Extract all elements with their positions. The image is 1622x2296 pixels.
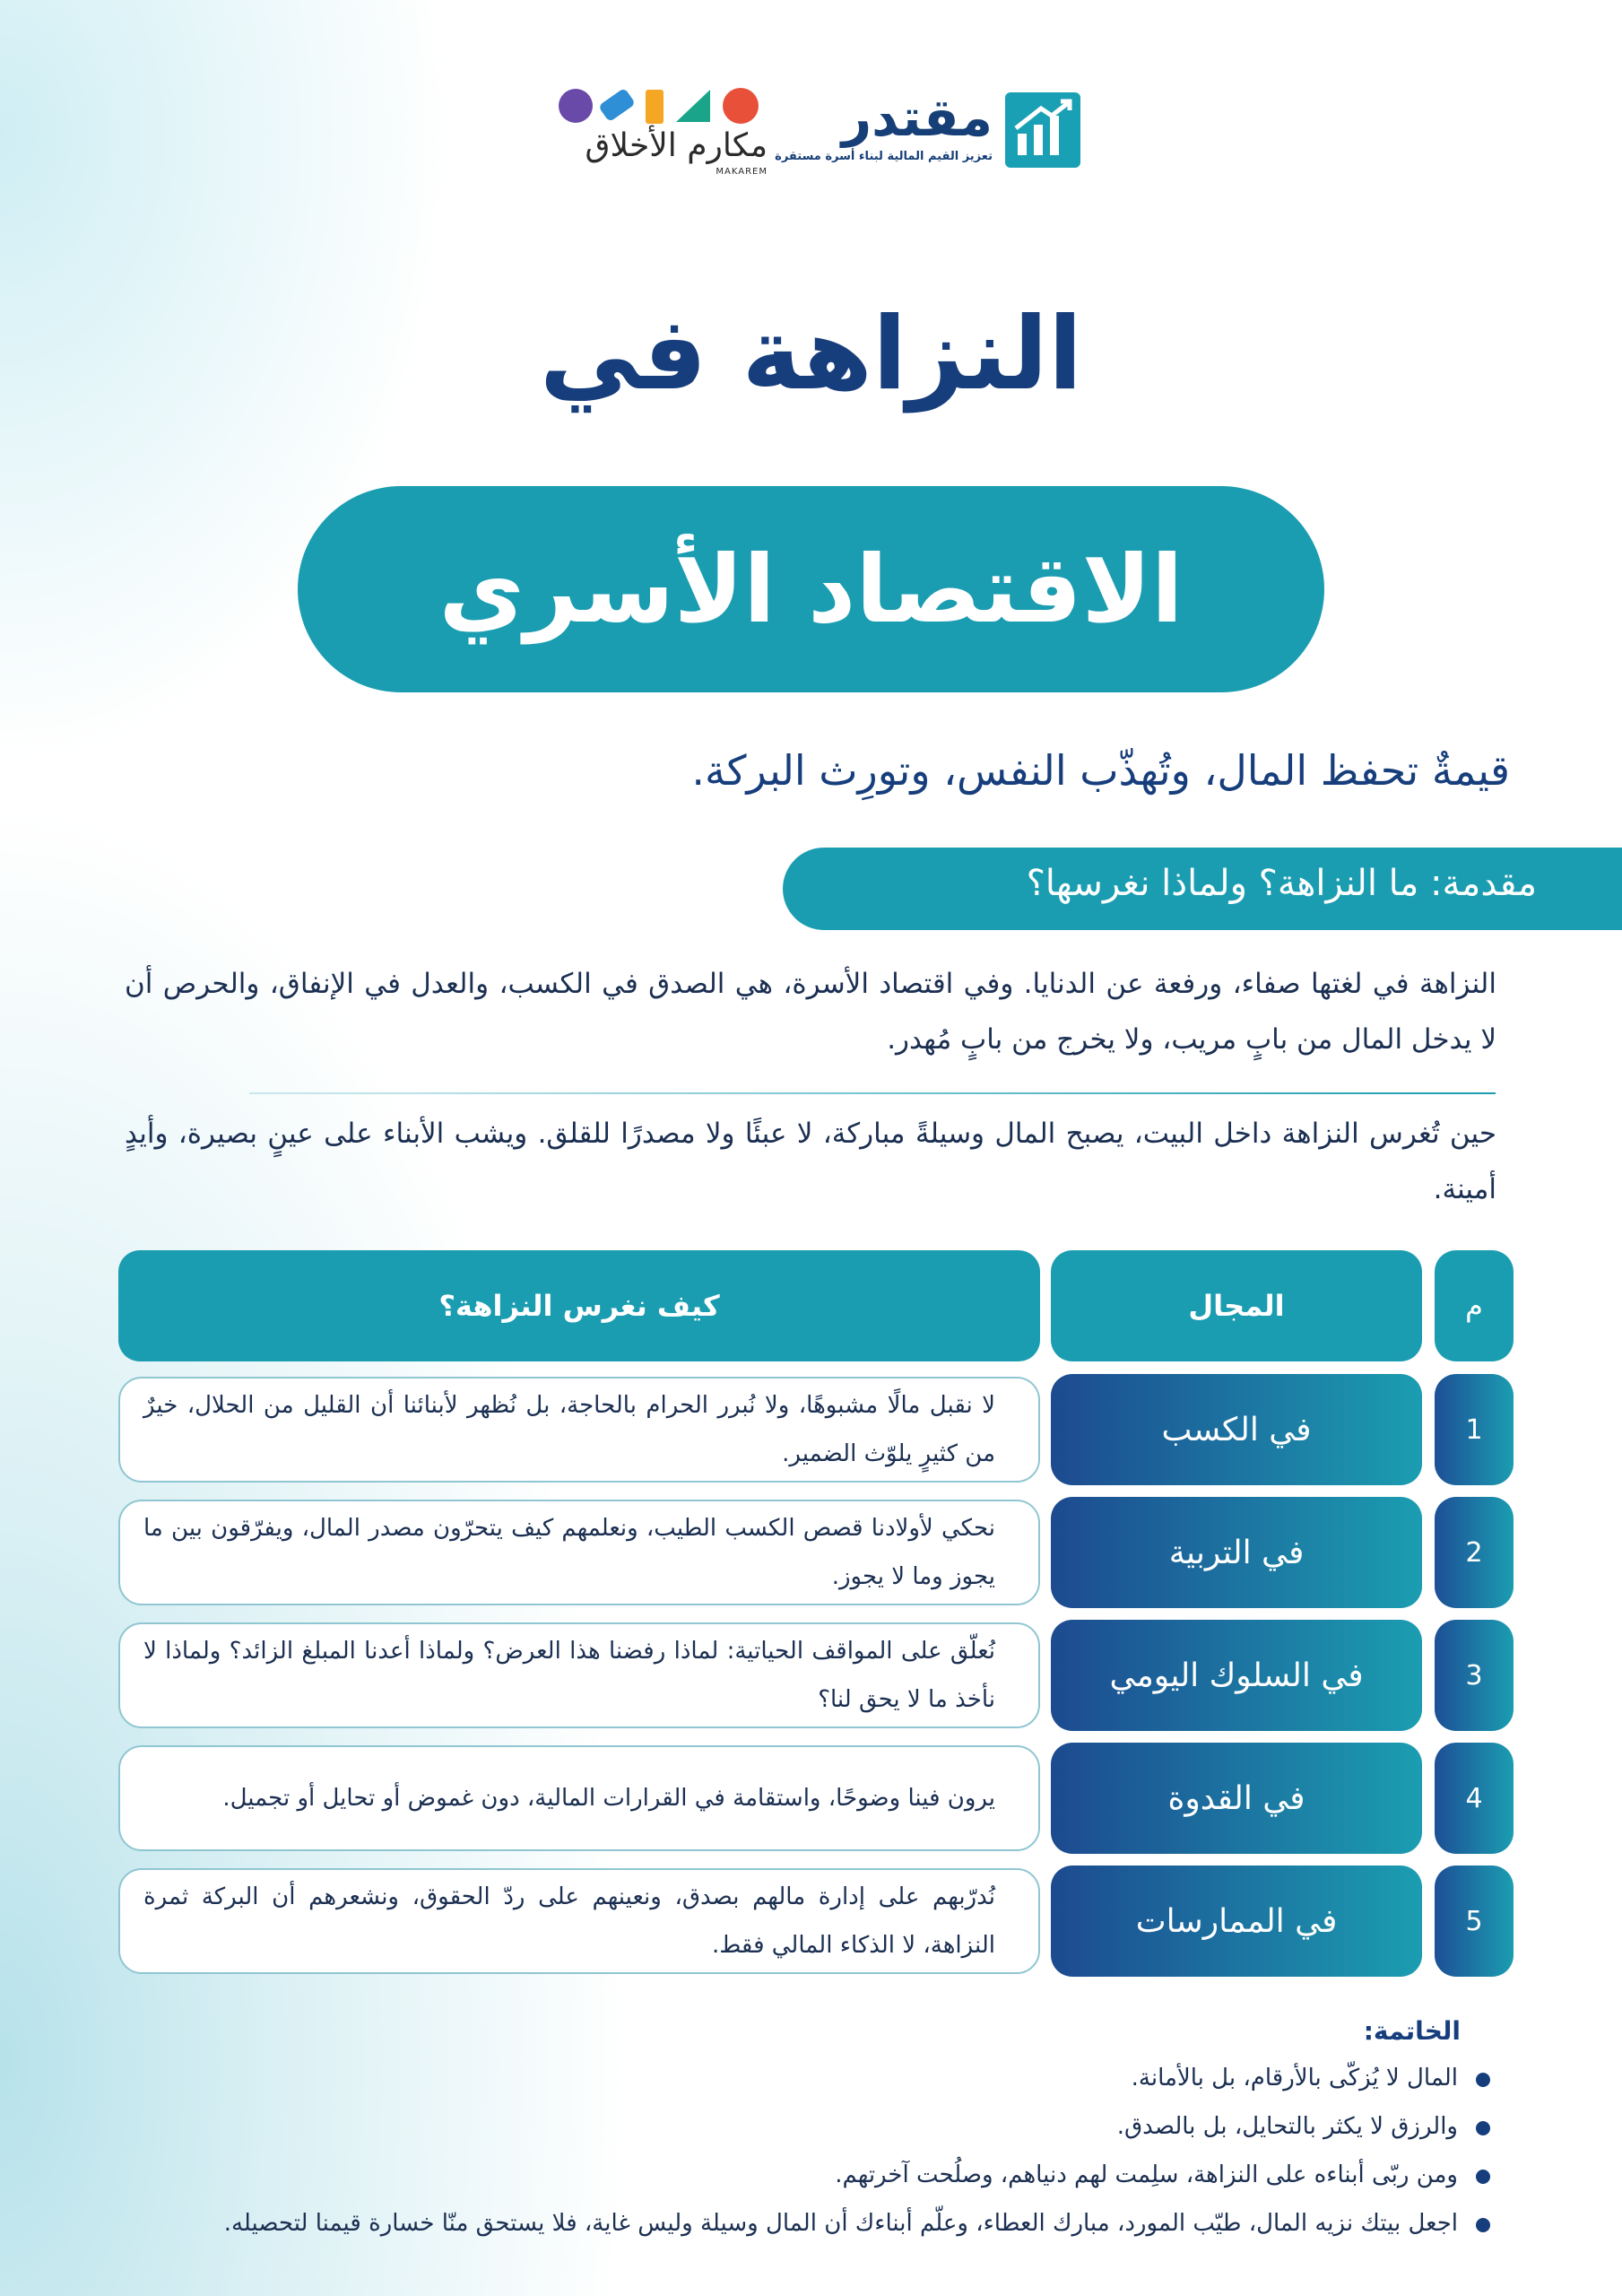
row-field: في السلوك اليومي: [1051, 1620, 1422, 1731]
row-how-box: [118, 1745, 1040, 1851]
subtitle: قيمةٌ تحفظ المال، وتُهذّب النفس، وتورِث البركة.: [691, 746, 1510, 795]
intro-heading: مقدمة: ما النزاهة؟ ولماذا نغرسها؟: [1026, 863, 1537, 904]
page-title-line1: النزاهة في: [539, 296, 1083, 413]
conclusion-list: [111, 2054, 1492, 2248]
conclusion-item: اجعل بيتك نزيه المال، طيّب المورد، مبارك العطاء، وعلّم أبناءك أن المال وسيلة وليس غاية، فلا يستحق منّا خسارة قيمنا لتحصيله.: [111, 2199, 1492, 2248]
title-banner: [298, 486, 1324, 692]
table-row: [0, 1866, 1622, 1977]
row-field: في القدوة: [1051, 1743, 1422, 1854]
table-row: [0, 1374, 1622, 1485]
table-header-field: المجال: [1051, 1250, 1422, 1361]
table-header-how: كيف نغرس النزاهة؟: [118, 1250, 1040, 1361]
table-row: [0, 1620, 1622, 1731]
table-row: [0, 1743, 1622, 1854]
page-title-line2: الاقتصاد الأسري: [438, 535, 1184, 644]
muqtadir-logo: [775, 85, 1080, 175]
makarem-logo-text: مكارم الأخلاق: [585, 127, 768, 164]
intro-paragraph-2: حين تُغرس النزاهة داخل البيت، يصبح المال وسيلةً مباركة، لا عبئًا ولا مصدرًا للقلق. ويشب الأبناء على عينٍ بصيرة، وأيدٍ أمينة.: [125, 1118, 1496, 1205]
row-field: في الممارسات: [1051, 1866, 1422, 1977]
row-number: 4: [1435, 1743, 1514, 1854]
row-how-box: [118, 1500, 1040, 1605]
row-how-text: نُعلّق على المواقف الحياتية: لماذا رفضنا هذا العرض؟ ولماذا أعدنا المبلغ الزائد؟ ولماذا لا نأخذ ما لا يحق لنا؟: [143, 1638, 995, 1713]
makarem-logo: [549, 81, 773, 179]
conclusion-item: ومن ربّى أبناءه على النزاهة، سلِمت لهم دنياهم، وصلُحت آخرتهم.: [111, 2151, 1492, 2199]
row-field: في التربية: [1051, 1497, 1422, 1608]
row-how-text: نُدرّبهم على إدارة مالهم بصدق، ونعينهم على ردّ الحقوق، ونشعرهم أن البركة ثمرة النزاهة، لا الذكاء المالي فقط.: [143, 1883, 995, 1959]
chart-arrow-icon: [1005, 92, 1080, 168]
muqtadir-logo-tagline: تعزيز القيم المالية لبناء أسرة مستقرة: [775, 150, 993, 163]
row-how-box: [118, 1868, 1040, 1974]
colored-shapes-icon: [556, 86, 771, 126]
table-header-num: م: [1435, 1250, 1514, 1361]
conclusion-title: الخاتمة:: [1363, 2016, 1461, 2046]
divider: [249, 1092, 1496, 1094]
conclusion-item: المال لا يُزكّى بالأرقام، بل بالأمانة.: [111, 2054, 1492, 2102]
conclusion-item: والرزق لا يكثر بالتحايل، بل بالصدق.: [111, 2102, 1492, 2151]
row-how-text: يرون فينا وضوحًا، واستقامة في القرارات المالية، دون غموض أو تحايل أو تجميل.: [222, 1785, 995, 1812]
row-how-text: نحكي لأولادنا قصص الكسب الطيب، ونعلمهم كيف يتحرّون مصدر المال، ويفرّقون بين ما يجوز وما لا يجوز.: [143, 1515, 995, 1590]
row-number: 2: [1435, 1497, 1514, 1608]
row-how-box: [118, 1377, 1040, 1483]
row-number: 1: [1435, 1374, 1514, 1485]
makarem-logo-latin: MAKAREM: [716, 167, 768, 177]
table-row: [0, 1497, 1622, 1608]
row-how-text: لا نقبل مالًا مشبوهًا، ولا نُبرر الحرام بالحاجة، بل نُظهر لأبنائنا أن القليل من الحلال، خيرٌ من كثيرٍ يلوّث الضمير.: [143, 1392, 995, 1467]
muqtadir-logo-text: مقتدر: [841, 87, 993, 148]
row-number: 5: [1435, 1866, 1514, 1977]
intro-paragraph-1: النزاهة في لغتها صفاء، ورفعة عن الدنايا. وفي اقتصاد الأسرة، هي الصدق في الكسب، والعدل في الإنفاق، والحرص أن لا يدخل المال من بابٍ مريب، ولا يخرج من بابٍ مُهدر.: [125, 968, 1496, 1056]
row-number: 3: [1435, 1620, 1514, 1731]
row-field: في الكسب: [1051, 1374, 1422, 1485]
row-how-box: [118, 1622, 1040, 1728]
